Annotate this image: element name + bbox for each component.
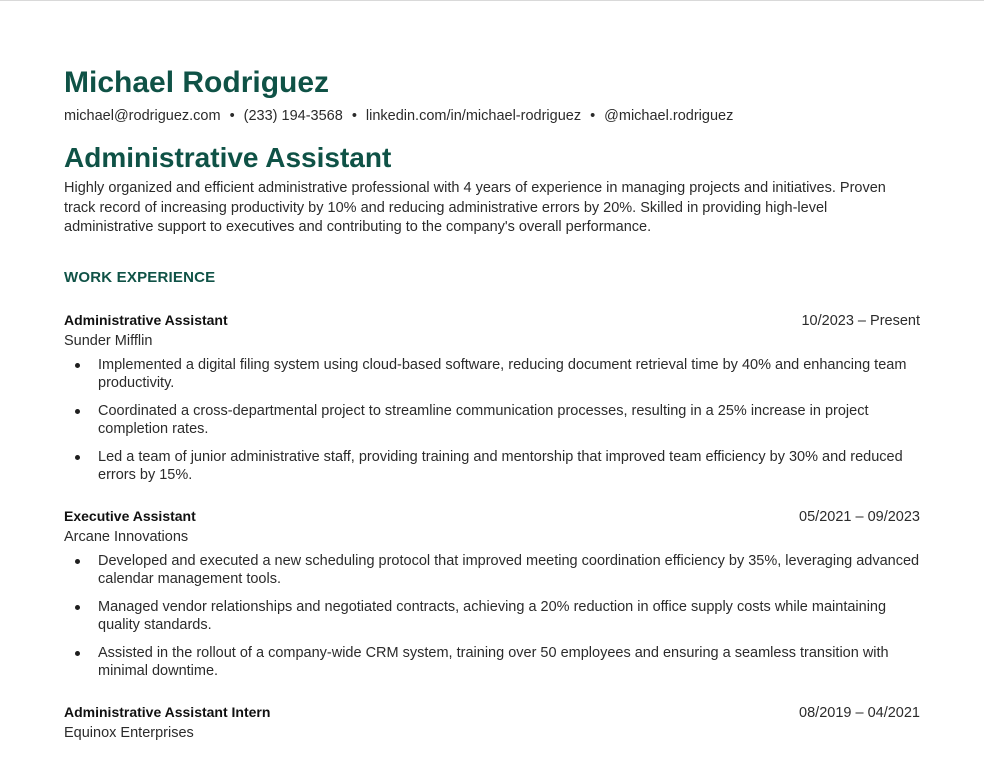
job-dates: 08/2019 – 04/2021 (799, 704, 920, 721)
job-bullet-list (64, 356, 920, 484)
candidate-name: Michael Rodriguez (64, 66, 330, 99)
job-company: Arcane Innovations (64, 528, 189, 545)
contact-separator: • (229, 108, 235, 124)
job-bullet-text: Developed and executed a new scheduling protocol that improved meeting coordination efficiency by 35%, leveraging advanced calendar management tools. (98, 552, 920, 587)
bullet-dot-icon (75, 605, 80, 610)
bullet-dot-icon (75, 455, 80, 460)
job-title: Executive Assistant (64, 507, 196, 524)
job-bullet (64, 598, 920, 634)
job-bullet-text: Assisted in the rollout of a company-wide CRM system, training over 50 employees and ensuring a seamless transition with minimal downtime. (98, 644, 889, 679)
contact-separator: • (351, 108, 357, 124)
contact-linkedin[interactable]: linkedin.com/in/michael-rodriguez (365, 108, 582, 124)
profile-summary: Highly organized and efficient administrative professional with 4 years of experience in managing projects and initiatives. Proven track record of increasing productivity by 10% and reducing administrative errors by 20%. Skilled in providing high-level administrative support to executives and contributing to the company's overall performance. (64, 180, 886, 235)
job-bullet (64, 448, 920, 484)
job-bullet-list (64, 552, 920, 680)
bullet-dot-icon (75, 363, 80, 368)
job-bullet (64, 552, 920, 588)
job-bullet-text: Implemented a digital filing system using cloud-based software, reducing document retrieval time by 40% and enhancing team productivity. (98, 356, 907, 391)
job-company: Sunder Mifflin (64, 332, 153, 349)
resume-page (64, 64, 920, 744)
bullet-dot-icon (75, 559, 80, 564)
job-title: Administrative Assistant (64, 311, 228, 328)
job-list (64, 310, 920, 744)
work-experience-heading: WORK EXPERIENCE (64, 268, 216, 286)
job-title: Administrative Assistant Intern (64, 703, 271, 720)
job-company: Equinox Enterprises (64, 724, 194, 741)
contact-line (64, 106, 920, 126)
job-bullet-text: Led a team of junior administrative staff, providing training and mentorship that improved team efficiency by 30% and reduced errors by 15%. (98, 448, 903, 483)
job-header (64, 310, 920, 331)
profile-title: Administrative Assistant (64, 142, 392, 173)
top-border (0, 0, 984, 1)
job-dates: 05/2021 – 09/2023 (799, 508, 920, 525)
job-bullet-text: Coordinated a cross-departmental project to streamline communication processes, resulting in a 25% increase in project completion rates. (98, 402, 869, 437)
bullet-dot-icon (75, 409, 80, 414)
job-entry (64, 506, 920, 680)
contact-phone[interactable]: (233) 194-3568 (243, 108, 343, 124)
job-entry (64, 702, 920, 744)
job-entry (64, 310, 920, 484)
job-bullet (64, 644, 920, 680)
contact-separator: • (590, 108, 596, 124)
job-header (64, 702, 920, 723)
contact-handle[interactable]: @michael.rodriguez (604, 108, 734, 124)
job-bullet (64, 356, 920, 392)
contact-email[interactable]: michael@rodriguez.com (64, 108, 221, 124)
job-header (64, 506, 920, 527)
job-dates: 10/2023 – Present (801, 312, 920, 329)
job-bullet-text: Managed vendor relationships and negotiated contracts, achieving a 20% reduction in office supply costs while maintaining quality standards. (98, 598, 887, 633)
job-bullet (64, 402, 920, 438)
bullet-dot-icon (75, 651, 80, 656)
